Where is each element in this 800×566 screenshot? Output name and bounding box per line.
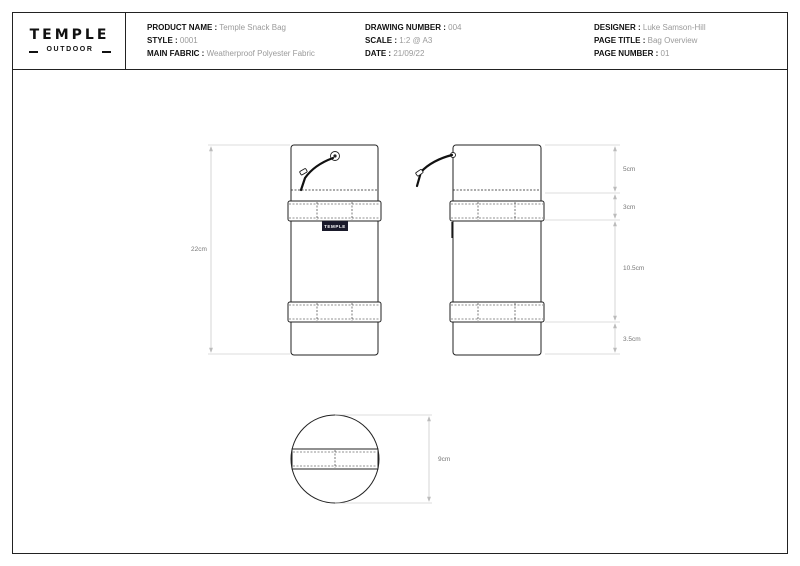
overall-height-label: 22cm — [191, 246, 207, 253]
front-bag-body — [291, 145, 378, 355]
scale-row: SCALE : 1:2 @ A3 — [365, 36, 433, 45]
brand-label-text: TEMPLE — [324, 224, 346, 229]
logo-sub: OUTDOOR — [46, 46, 94, 53]
overall-height-dimension — [208, 145, 290, 354]
diameter-label: 9cm — [438, 456, 451, 463]
bag-side-view — [415, 145, 620, 355]
front-drawcord — [299, 152, 339, 191]
main-fabric-row: MAIN FABRIC : Weatherproof Polyester Fabric — [147, 49, 315, 58]
side-drawcord — [415, 153, 455, 239]
drawing-number-row: DRAWING NUMBER : 004 — [365, 23, 462, 32]
bag-front-view — [208, 145, 381, 355]
designer-row: DESIGNER : Luke Samson-Hill — [594, 23, 706, 32]
page-number-row: PAGE NUMBER : 01 — [594, 49, 670, 58]
band-top-label: 3cm — [623, 204, 636, 211]
page-title-row: PAGE TITLE : Bag Overview — [594, 36, 698, 45]
middle-section-label: 10.5cm — [623, 265, 645, 272]
side-dimensions — [545, 145, 620, 354]
product-name-row: PRODUCT NAME : Temple Snack Bag — [147, 23, 286, 32]
top-section-label: 5cm — [623, 166, 636, 173]
style-row: STYLE : 0001 — [147, 36, 198, 45]
bag-top-view — [291, 415, 432, 503]
date-row: DATE : 21/09/22 — [365, 49, 425, 58]
bottom-section-label: 3.5cm — [623, 336, 641, 343]
logo-brand: TEMPLE — [29, 27, 110, 43]
side-bag-body — [453, 145, 541, 355]
